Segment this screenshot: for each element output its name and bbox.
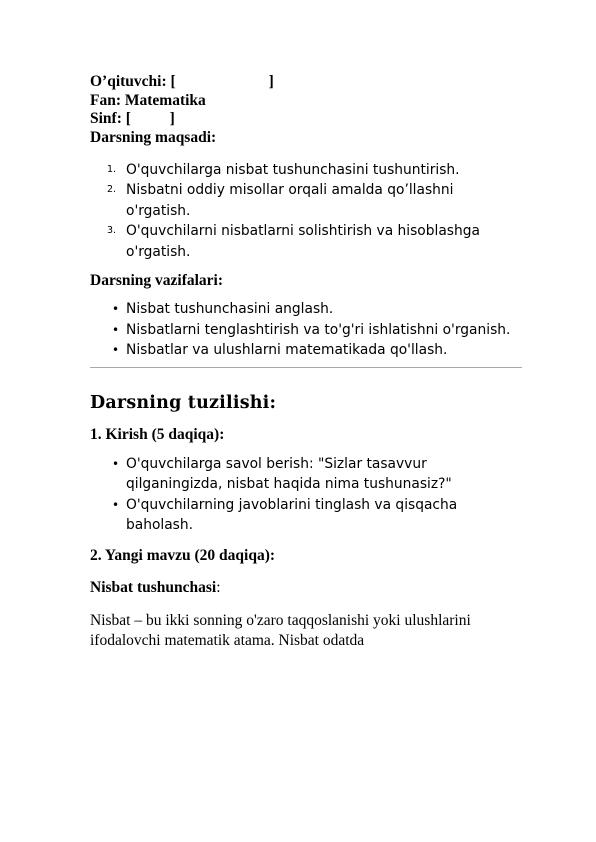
list-item-text: O'quvchilarni nisbatlarni solishtirish va hisoblashga o'rgatish.: [126, 223, 480, 260]
document-page: [90, 73, 522, 651]
bullet-icon: •: [112, 497, 120, 512]
subject-line: Fan: Matematika: [90, 91, 206, 109]
concept-heading: [90, 578, 522, 598]
new-topic-title: 2. Yangi mavzu (20 daqiqa):: [90, 546, 276, 564]
list-item: [90, 299, 522, 320]
structure-title: Darsning tuzilishi:: [90, 392, 277, 413]
list-item-text: Nisbatni oddiy misollar orqali amalda qo’llashni o'rgatish.: [126, 182, 454, 219]
grade-line: Sinf: [ ]: [90, 110, 175, 127]
lesson-header: [90, 73, 522, 129]
list-item-text: O'quvchilarning javoblarini tinglash va qisqacha baholash.: [126, 496, 458, 533]
list-item-text: Nisbat tushunchasini anglash.: [126, 301, 334, 317]
list-item: [90, 454, 522, 495]
list-item-text: O'quvchilarga nisbat tushunchasini tushuntirish.: [126, 161, 460, 178]
list-item: [90, 221, 522, 262]
list-item: [90, 320, 522, 341]
tasks-title: Darsning vazifalari:: [90, 272, 224, 289]
list-number: 1.: [107, 163, 117, 175]
intro-list: [90, 454, 522, 536]
list-number: 3.: [107, 225, 117, 236]
bullet-icon: •: [112, 456, 120, 471]
list-item: [90, 340, 522, 361]
list-item: [90, 160, 522, 181]
list-item: [90, 495, 522, 536]
bullet-icon: •: [112, 302, 120, 316]
concept-colon: :: [216, 578, 221, 596]
bullet-icon: •: [112, 343, 120, 357]
list-item-text: O'quvchilarga savol berish: "Sizlar tasavvur qilganingizda, nisbat haqida nima tushunasiz?": [126, 455, 452, 492]
objectives-list: [90, 160, 522, 263]
list-number: 2.: [107, 184, 117, 195]
teacher-line: O’qituvchi: [ ]: [90, 73, 274, 90]
concept-paragraph: Nisbat – bu ikki sonning o'zaro taqqoslanishi yoki ulushlarini ifodalovchi matematik atama. Nisbat odatda: [90, 611, 471, 649]
list-item: [90, 180, 522, 221]
bullet-icon: •: [112, 322, 120, 337]
tasks-list: [90, 299, 522, 361]
intro-title: 1. Kirish (5 daqiqa):: [90, 425, 225, 443]
concept-title: Nisbat tushunchasi: [90, 578, 217, 596]
list-item-text: Nisbatlarni tenglashtirish va to'g'ri ishlatishni o'rganish.: [126, 321, 511, 338]
horizontal-divider: [90, 367, 522, 368]
list-item-text: Nisbatlar va ulushlarni matematikada qo'llash.: [126, 342, 448, 358]
objectives-title: Darsning maqsadi:: [90, 128, 217, 146]
